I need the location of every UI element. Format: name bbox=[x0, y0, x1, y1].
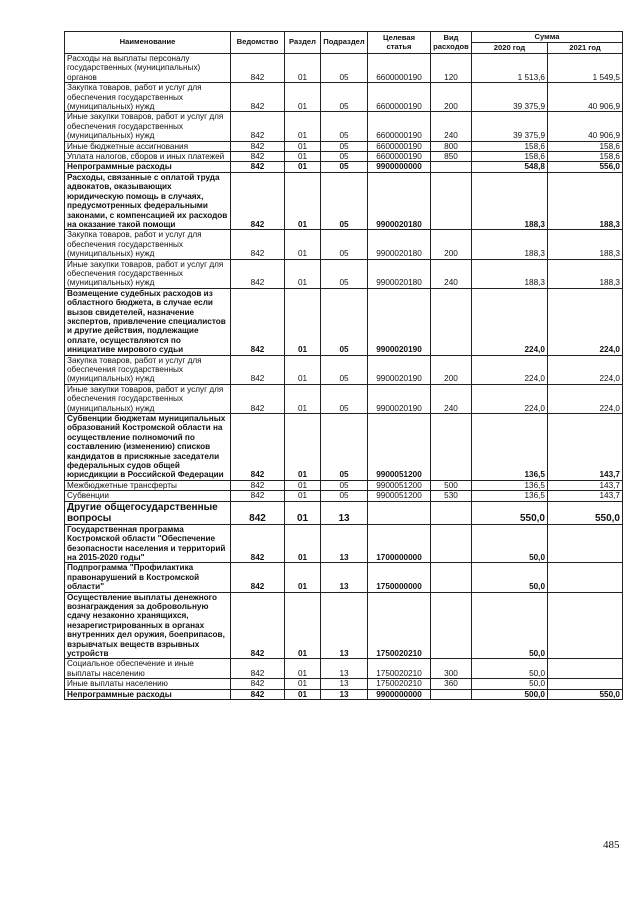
row-amount-2020: 39 375,9 bbox=[472, 83, 548, 112]
row-type: 200 bbox=[431, 230, 472, 259]
row-name: Уплата налогов, сборов и иных платежей bbox=[65, 152, 231, 162]
row-name: Межбюджетные трансферты bbox=[65, 480, 231, 490]
row-name: Осуществление выплаты денежного вознаграждения за добровольную сдачу незаконно хранящихся, незарегистрированных в органах внутренних дел оружия, боеприпасов, взрывчатых веществ взрывных устройств bbox=[65, 592, 231, 659]
row-section: 01 bbox=[285, 414, 321, 481]
row-target: 9900020190 bbox=[368, 384, 431, 413]
table-row bbox=[65, 288, 623, 355]
row-section: 01 bbox=[285, 592, 321, 659]
table-row bbox=[65, 112, 623, 141]
row-subsection: 13 bbox=[321, 501, 368, 524]
row-type: 200 bbox=[431, 83, 472, 112]
table-header bbox=[65, 32, 623, 54]
row-subsection: 05 bbox=[321, 54, 368, 83]
row-amount-2021: 143,7 bbox=[548, 491, 623, 501]
row-section: 01 bbox=[285, 355, 321, 384]
row-name: Возмещение судебных расходов из областного бюджета, в случае если вызов свидетелей, назначение экспертов, привлечение специалистов и другие действия, подлежащие оплате, осуществляются по инициативе мирового судьи bbox=[65, 288, 231, 355]
row-amount-2020: 50,0 bbox=[472, 592, 548, 659]
row-amount-2021: 143,7 bbox=[548, 414, 623, 481]
row-type: 850 bbox=[431, 152, 472, 162]
row-amount-2021 bbox=[548, 524, 623, 563]
row-amount-2020: 188,3 bbox=[472, 172, 548, 229]
table-row bbox=[65, 54, 623, 83]
row-type bbox=[431, 524, 472, 563]
row-amount-2020: 158,6 bbox=[472, 141, 548, 151]
row-amount-2021 bbox=[548, 679, 623, 689]
row-amount-2021: 550,0 bbox=[548, 689, 623, 699]
row-name: Подпрограмма "Профилактика правонарушений в Костромской области" bbox=[65, 563, 231, 592]
row-dept: 842 bbox=[231, 230, 285, 259]
table-row bbox=[65, 259, 623, 288]
row-subsection: 05 bbox=[321, 259, 368, 288]
row-amount-2020: 500,0 bbox=[472, 689, 548, 699]
row-dept: 842 bbox=[231, 524, 285, 563]
row-target: 1750000000 bbox=[368, 563, 431, 592]
table-row bbox=[65, 355, 623, 384]
row-amount-2020: 39 375,9 bbox=[472, 112, 548, 141]
row-section: 01 bbox=[285, 659, 321, 679]
header-dept: Ведомство bbox=[231, 32, 285, 54]
table-row bbox=[65, 230, 623, 259]
header-sum: Сумма bbox=[472, 32, 623, 43]
row-target: 1750020210 bbox=[368, 659, 431, 679]
row-dept: 842 bbox=[231, 83, 285, 112]
row-section: 01 bbox=[285, 112, 321, 141]
row-amount-2021: 40 906,9 bbox=[548, 83, 623, 112]
row-name: Непрограммные расходы bbox=[65, 689, 231, 699]
row-dept: 842 bbox=[231, 679, 285, 689]
row-dept: 842 bbox=[231, 501, 285, 524]
row-type: 360 bbox=[431, 679, 472, 689]
row-amount-2021: 224,0 bbox=[548, 384, 623, 413]
row-dept: 842 bbox=[231, 563, 285, 592]
row-name: Расходы на выплаты персоналу государственных (муниципальных) органов bbox=[65, 54, 231, 83]
row-subsection: 05 bbox=[321, 141, 368, 151]
row-type bbox=[431, 592, 472, 659]
row-subsection: 05 bbox=[321, 414, 368, 481]
row-name: Социальное обеспечение и иные выплаты населению bbox=[65, 659, 231, 679]
row-subsection: 05 bbox=[321, 355, 368, 384]
row-amount-2020: 550,0 bbox=[472, 501, 548, 524]
row-target: 6600000190 bbox=[368, 54, 431, 83]
row-name: Иные закупки товаров, работ и услуг для обеспечения государственных (муниципальных) нужд bbox=[65, 112, 231, 141]
row-target: 9900000000 bbox=[368, 689, 431, 699]
row-section: 01 bbox=[285, 480, 321, 490]
row-name: Расходы, связанные с оплатой труда адвокатов, оказывающих юридическую помощь в случаях, предусмотренных федеральными законами, с компенсацией их расходов на оказание такой помощи bbox=[65, 172, 231, 229]
table-row bbox=[65, 384, 623, 413]
row-amount-2021: 158,6 bbox=[548, 152, 623, 162]
row-section: 01 bbox=[285, 384, 321, 413]
row-amount-2020: 50,0 bbox=[472, 524, 548, 563]
row-amount-2020: 136,5 bbox=[472, 480, 548, 490]
row-target: 9900020180 bbox=[368, 259, 431, 288]
row-target: 9900051200 bbox=[368, 414, 431, 481]
row-type bbox=[431, 563, 472, 592]
row-name: Иные бюджетные ассигнования bbox=[65, 141, 231, 151]
row-amount-2021: 550,0 bbox=[548, 501, 623, 524]
row-type: 240 bbox=[431, 259, 472, 288]
row-amount-2021 bbox=[548, 563, 623, 592]
row-dept: 842 bbox=[231, 659, 285, 679]
row-target: 1750020210 bbox=[368, 592, 431, 659]
row-dept: 842 bbox=[231, 491, 285, 501]
row-section: 01 bbox=[285, 162, 321, 172]
budget-table bbox=[64, 31, 623, 700]
row-subsection: 13 bbox=[321, 659, 368, 679]
row-amount-2020: 548,8 bbox=[472, 162, 548, 172]
row-type: 240 bbox=[431, 384, 472, 413]
row-type: 300 bbox=[431, 659, 472, 679]
row-subsection: 05 bbox=[321, 288, 368, 355]
row-subsection: 13 bbox=[321, 689, 368, 699]
header-subsection: Подраздел bbox=[321, 32, 368, 54]
row-amount-2021 bbox=[548, 659, 623, 679]
row-target: 9900020190 bbox=[368, 355, 431, 384]
table-row bbox=[65, 491, 623, 501]
row-target: 1750020210 bbox=[368, 679, 431, 689]
row-amount-2021: 1 549,5 bbox=[548, 54, 623, 83]
row-section: 01 bbox=[285, 83, 321, 112]
row-type bbox=[431, 172, 472, 229]
row-type bbox=[431, 162, 472, 172]
row-amount-2020: 50,0 bbox=[472, 659, 548, 679]
table-row bbox=[65, 563, 623, 592]
table-row bbox=[65, 83, 623, 112]
row-subsection: 05 bbox=[321, 83, 368, 112]
row-subsection: 05 bbox=[321, 162, 368, 172]
row-type: 500 bbox=[431, 480, 472, 490]
row-target: 6600000190 bbox=[368, 152, 431, 162]
row-name: Другие общегосударственные вопросы bbox=[65, 501, 231, 524]
row-amount-2021: 40 906,9 bbox=[548, 112, 623, 141]
row-section: 01 bbox=[285, 491, 321, 501]
header-target: Целевая статья bbox=[368, 32, 431, 54]
table-row bbox=[65, 501, 623, 524]
row-subsection: 05 bbox=[321, 152, 368, 162]
row-section: 01 bbox=[285, 172, 321, 229]
row-name: Субвенции bbox=[65, 491, 231, 501]
row-type bbox=[431, 288, 472, 355]
row-section: 01 bbox=[285, 259, 321, 288]
page-number: 485 bbox=[603, 839, 620, 851]
row-name: Закупка товаров, работ и услуг для обеспечения государственных (муниципальных) нужд bbox=[65, 230, 231, 259]
row-name: Закупка товаров, работ и услуг для обеспечения государственных (муниципальных) нужд bbox=[65, 355, 231, 384]
row-target: 6600000190 bbox=[368, 83, 431, 112]
row-section: 01 bbox=[285, 152, 321, 162]
row-type bbox=[431, 414, 472, 481]
row-dept: 842 bbox=[231, 259, 285, 288]
row-target: 9900051200 bbox=[368, 480, 431, 490]
row-target: 9900020190 bbox=[368, 288, 431, 355]
row-name: Непрограммные расходы bbox=[65, 162, 231, 172]
row-subsection: 05 bbox=[321, 172, 368, 229]
header-2020: 2020 год bbox=[472, 43, 548, 54]
row-type: 240 bbox=[431, 112, 472, 141]
header-type: Вид расходов bbox=[431, 32, 472, 54]
row-amount-2021 bbox=[548, 592, 623, 659]
row-amount-2020: 1 513,6 bbox=[472, 54, 548, 83]
row-name: Иные закупки товаров, работ и услуг для обеспечения государственных (муниципальных) нужд bbox=[65, 384, 231, 413]
row-amount-2021: 224,0 bbox=[548, 288, 623, 355]
table-body bbox=[65, 54, 623, 700]
row-subsection: 13 bbox=[321, 524, 368, 563]
row-amount-2021: 143,7 bbox=[548, 480, 623, 490]
row-section: 01 bbox=[285, 501, 321, 524]
row-target: 6600000190 bbox=[368, 112, 431, 141]
row-name: Иные закупки товаров, работ и услуг для обеспечения государственных (муниципальных) нужд bbox=[65, 259, 231, 288]
row-amount-2020: 50,0 bbox=[472, 563, 548, 592]
row-amount-2020: 158,6 bbox=[472, 152, 548, 162]
row-type: 530 bbox=[431, 491, 472, 501]
row-amount-2020: 50,0 bbox=[472, 679, 548, 689]
row-section: 01 bbox=[285, 141, 321, 151]
table-row bbox=[65, 172, 623, 229]
table-row bbox=[65, 152, 623, 162]
row-target: 9900020180 bbox=[368, 230, 431, 259]
header-section: Раздел bbox=[285, 32, 321, 54]
row-section: 01 bbox=[285, 679, 321, 689]
row-subsection: 05 bbox=[321, 112, 368, 141]
row-amount-2020: 224,0 bbox=[472, 384, 548, 413]
row-section: 01 bbox=[285, 524, 321, 563]
row-target: 9900020180 bbox=[368, 172, 431, 229]
row-subsection: 13 bbox=[321, 679, 368, 689]
row-section: 01 bbox=[285, 563, 321, 592]
row-subsection: 05 bbox=[321, 230, 368, 259]
row-amount-2020: 188,3 bbox=[472, 259, 548, 288]
table-row bbox=[65, 162, 623, 172]
row-amount-2020: 188,3 bbox=[472, 230, 548, 259]
row-dept: 842 bbox=[231, 288, 285, 355]
table-row bbox=[65, 480, 623, 490]
row-dept: 842 bbox=[231, 480, 285, 490]
row-dept: 842 bbox=[231, 112, 285, 141]
row-type: 120 bbox=[431, 54, 472, 83]
row-subsection: 05 bbox=[321, 384, 368, 413]
row-name: Иные выплаты населению bbox=[65, 679, 231, 689]
row-amount-2020: 224,0 bbox=[472, 288, 548, 355]
row-amount-2021: 188,3 bbox=[548, 259, 623, 288]
row-amount-2020: 136,5 bbox=[472, 414, 548, 481]
row-target: 9900000000 bbox=[368, 162, 431, 172]
row-dept: 842 bbox=[231, 162, 285, 172]
row-section: 01 bbox=[285, 54, 321, 83]
table-row bbox=[65, 592, 623, 659]
table-row bbox=[65, 659, 623, 679]
table-row bbox=[65, 524, 623, 563]
row-name: Субвенции бюджетам муниципальных образований Костромской области на осуществление полномочий по составлению (изменению) списков кандидатов в присяжные заседатели федеральных судов общей юрисдикции в Российской Федерации bbox=[65, 414, 231, 481]
table-row bbox=[65, 689, 623, 699]
row-section: 01 bbox=[285, 689, 321, 699]
row-target: 1700000000 bbox=[368, 524, 431, 563]
row-dept: 842 bbox=[231, 414, 285, 481]
row-subsection: 13 bbox=[321, 563, 368, 592]
row-amount-2020: 136,5 bbox=[472, 491, 548, 501]
row-dept: 842 bbox=[231, 592, 285, 659]
row-type: 200 bbox=[431, 355, 472, 384]
row-dept: 842 bbox=[231, 152, 285, 162]
row-section: 01 bbox=[285, 230, 321, 259]
row-name: Государственная программа Костромской области "Обеспечение безопасности населения и территорий на 2015-2020 годы" bbox=[65, 524, 231, 563]
row-section: 01 bbox=[285, 288, 321, 355]
row-dept: 842 bbox=[231, 141, 285, 151]
row-subsection: 05 bbox=[321, 491, 368, 501]
header-name: Наименование bbox=[65, 32, 231, 54]
row-target bbox=[368, 501, 431, 524]
row-amount-2021: 158,6 bbox=[548, 141, 623, 151]
row-amount-2021: 224,0 bbox=[548, 355, 623, 384]
row-amount-2021: 556,0 bbox=[548, 162, 623, 172]
row-dept: 842 bbox=[231, 355, 285, 384]
row-dept: 842 bbox=[231, 172, 285, 229]
row-amount-2020: 224,0 bbox=[472, 355, 548, 384]
row-target: 9900051200 bbox=[368, 491, 431, 501]
row-amount-2021: 188,3 bbox=[548, 172, 623, 229]
row-dept: 842 bbox=[231, 689, 285, 699]
table-row bbox=[65, 141, 623, 151]
row-dept: 842 bbox=[231, 54, 285, 83]
row-name: Закупка товаров, работ и услуг для обеспечения государственных (муниципальных) нужд bbox=[65, 83, 231, 112]
row-subsection: 05 bbox=[321, 480, 368, 490]
row-type: 800 bbox=[431, 141, 472, 151]
row-type bbox=[431, 689, 472, 699]
row-subsection: 13 bbox=[321, 592, 368, 659]
table-row bbox=[65, 679, 623, 689]
row-type bbox=[431, 501, 472, 524]
table-row bbox=[65, 414, 623, 481]
header-2021: 2021 год bbox=[548, 43, 623, 54]
row-target: 6600000190 bbox=[368, 141, 431, 151]
row-dept: 842 bbox=[231, 384, 285, 413]
row-amount-2021: 188,3 bbox=[548, 230, 623, 259]
